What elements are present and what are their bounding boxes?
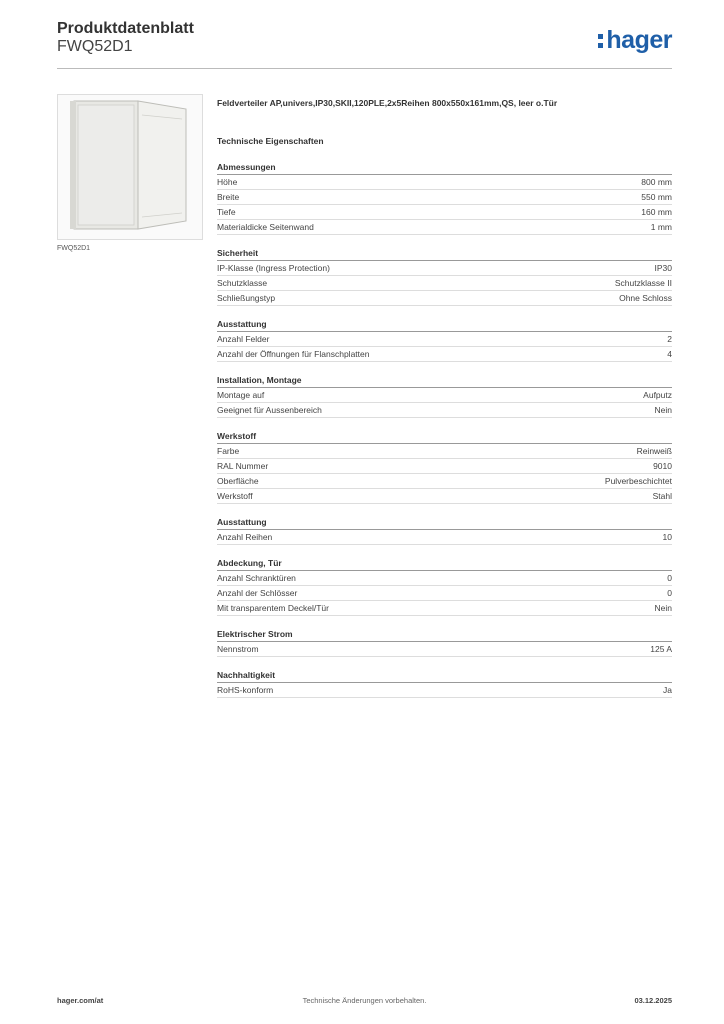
spec-row (217, 332, 672, 347)
spec-value: Reinweiß (636, 446, 672, 456)
page-title: Produktdatenblatt (57, 20, 194, 37)
spec-label: Montage auf (217, 390, 265, 400)
spec-row (217, 347, 672, 362)
spec-value: 4 (667, 349, 672, 359)
spec-section (217, 374, 672, 418)
spec-label: Breite (217, 192, 240, 202)
section-title: Nachhaltigkeit (217, 669, 672, 683)
spec-value: Stahl (652, 491, 672, 501)
footer-disclaimer: Technische Änderungen vorbehalten. (302, 996, 427, 1005)
spec-label: Tiefe (217, 207, 236, 217)
spec-label: RAL Nummer (217, 461, 269, 471)
spec-value: 550 mm (641, 192, 672, 202)
footer-date: 03.12.2025 (634, 996, 672, 1005)
section-title: Werkstoff (217, 430, 672, 444)
spec-row (217, 291, 672, 306)
spec-label: Anzahl der Schlösser (217, 588, 298, 598)
section-title: Ausstattung (217, 516, 672, 530)
spec-row (217, 571, 672, 586)
spec-section (217, 557, 672, 616)
spec-label: Höhe (217, 177, 238, 187)
spec-section (217, 318, 672, 362)
spec-label: Anzahl Reihen (217, 532, 273, 542)
page-header (57, 20, 672, 70)
spec-label: Schutzklasse (217, 278, 268, 288)
section-title: Installation, Montage (217, 374, 672, 388)
spec-label: Mit transparentem Deckel/Tür (217, 603, 329, 613)
spec-row (217, 276, 672, 291)
spec-label: Geeignet für Aussenbereich (217, 405, 322, 415)
spec-value: 9010 (653, 461, 672, 471)
spec-sections (217, 161, 672, 698)
spec-row (217, 205, 672, 220)
section-title: Ausstattung (217, 318, 672, 332)
spec-value: 125 A (650, 644, 672, 654)
spec-section (217, 247, 672, 306)
spec-value: 800 mm (641, 177, 672, 187)
spec-row (217, 586, 672, 601)
footer-website: hager.com/at (57, 996, 104, 1005)
spec-value: Ohne Schloss (619, 293, 672, 303)
spec-section (217, 628, 672, 657)
header-divider (57, 68, 672, 69)
spec-label: Anzahl der Öffnungen für Flanschplatten (217, 349, 370, 359)
spec-row (217, 261, 672, 276)
spec-label: Materialdicke Seitenwand (217, 222, 314, 232)
spec-row (217, 683, 672, 698)
spec-label: Anzahl Schranktüren (217, 573, 296, 583)
spec-section (217, 516, 672, 545)
logo-dots-icon (598, 28, 604, 50)
spec-row (217, 601, 672, 616)
spec-row (217, 474, 672, 489)
spec-row (217, 220, 672, 235)
section-title: Abdeckung, Tür (217, 557, 672, 571)
section-title: Abmessungen (217, 161, 672, 175)
logo-text: hager (606, 26, 672, 54)
spec-row (217, 444, 672, 459)
spec-value: 10 (662, 532, 672, 542)
spec-value: 160 mm (641, 207, 672, 217)
spec-value: 2 (667, 334, 672, 344)
hager-logo (598, 26, 672, 55)
product-code: FWQ52D1 (57, 38, 133, 55)
spec-label: Nennstrom (217, 644, 259, 654)
section-title: Elektrischer Strom (217, 628, 672, 642)
spec-row (217, 530, 672, 545)
image-caption: FWQ52D1 (57, 245, 91, 252)
spec-row (217, 459, 672, 474)
spec-value: Pulverbeschichtet (604, 476, 672, 486)
spec-section (217, 161, 672, 235)
product-image (57, 94, 203, 240)
spec-label: Schließungstyp (217, 293, 276, 303)
spec-value: Nein (654, 603, 672, 613)
spec-label: Oberfläche (217, 476, 259, 486)
spec-label: Farbe (217, 446, 240, 456)
spec-row (217, 403, 672, 418)
spec-value: Nein (654, 405, 672, 415)
spec-label: IP-Klasse (Ingress Protection) (217, 263, 330, 273)
spec-value: 0 (667, 573, 672, 583)
spec-value: 1 mm (650, 222, 672, 232)
spec-section (217, 430, 672, 504)
tech-heading: Technische Eigenschaften (217, 136, 324, 146)
spec-value: IP30 (654, 263, 672, 273)
spec-row (217, 388, 672, 403)
spec-label: Werkstoff (217, 491, 253, 501)
spec-row (217, 190, 672, 205)
spec-value: Ja (663, 685, 672, 695)
spec-row (217, 175, 672, 190)
spec-value: Aufputz (643, 390, 672, 400)
spec-label: RoHS-konform (217, 685, 274, 695)
enclosure-picture (58, 95, 202, 239)
spec-row (217, 642, 672, 657)
product-description: Feldverteiler AP,univers,IP30,SKII,120PLE,2x5Reihen 800x550x161mm,QS, leer o.Tür (217, 98, 558, 108)
spec-label: Anzahl Felder (217, 334, 270, 344)
section-title: Sicherheit (217, 247, 672, 261)
spec-section (217, 669, 672, 698)
spec-value: 0 (667, 588, 672, 598)
spec-content (217, 96, 672, 710)
spec-value: Schutzklasse II (614, 278, 672, 288)
spec-row (217, 489, 672, 504)
